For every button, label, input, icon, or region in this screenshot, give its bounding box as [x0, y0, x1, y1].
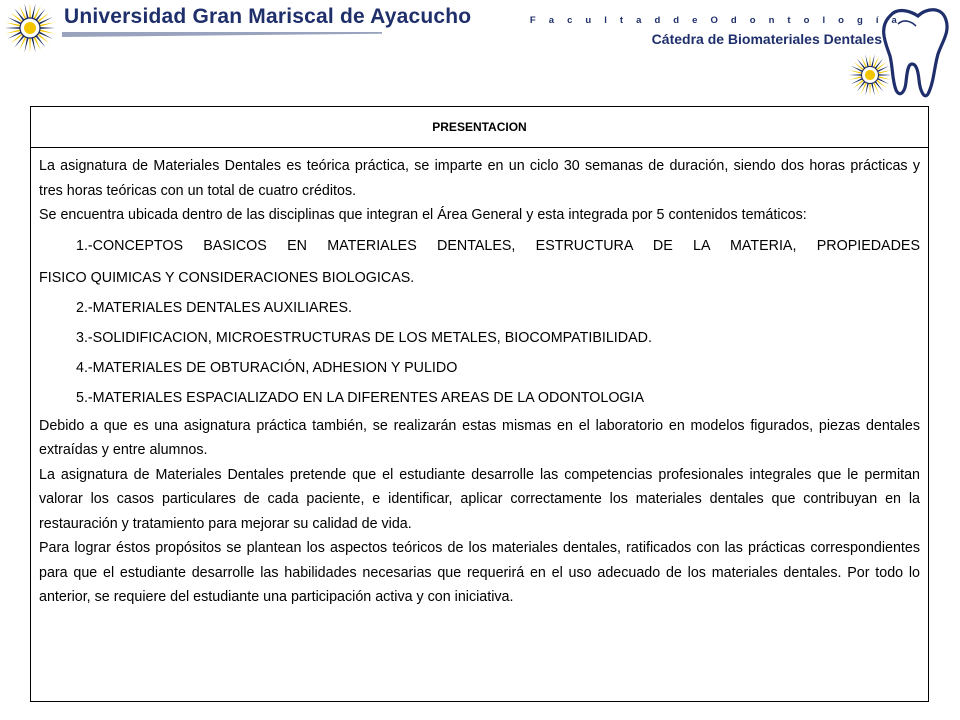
paragraph-purposes: Para lograr éstos propósitos se plantean los aspectos teóricos de los materiales dentales, ratificados con las prácticas correspondientes para que el estudiante desarrolle las habilidades necesarias que requerirá en el uso adecuado de los materiales dentales. Por todo lo anterior, se requiere del estudiante una participación activa y con iniciativa.	[39, 540, 920, 605]
content-item-2: 2.-MATERIALES DENTALES AUXILIARES.	[76, 299, 352, 316]
paragraph-competencies: La asignatura de Materiales Dentales pretende que el estudiante desarrolle las competencias profesionales integrales que le permitan valorar los casos particulares de cada paciente, e identificar, aplicar correctamente los materiales dentales que contribuyan en la restauración y tratamiento para mejorar su calidad de vida.	[39, 466, 920, 532]
paragraph-intro: La asignatura de Materiales Dentales es teórica práctica, se imparte en un ciclo 30 semanas de duración, siendo dos horas prácticas y tres horas teóricas con un total de cuatro créditos.	[39, 158, 920, 199]
content-item-3: 3.-SOLIDIFICACION, MICROESTRUCTURAS DE LOS METALES, BIOCOMPATIBILIDAD.	[76, 329, 652, 346]
paragraph-practice: Debido a que es una asignatura práctica también, se realizarán estas mismas en el laboratorio en modelos figurados, piezas dentales extraídas y entre alumnos.	[39, 417, 920, 458]
content-item-1: 1.-CONCEPTOS BASICOS EN MATERIALES DENTALES, ESTRUCTURA DE LA MATERIA, PROPIEDADES	[76, 237, 920, 254]
paragraph-location: Se encuentra ubicada dentro de las disciplinas que integran el Área General y esta integrada por 5 contenidos temáticos:	[39, 207, 807, 223]
table-heading: PRESENTACION	[31, 107, 928, 148]
content-item-4: 4.-MATERIALES DE OBTURACIÓN, ADHESION Y PULIDO	[76, 359, 458, 376]
university-name: Universidad Gran Mariscal de Ayacucho	[64, 5, 472, 28]
chair-name: Cátedra de Biomateriales Dentales	[651, 31, 882, 47]
content-item-1-continued: FISICO QUIMICAS Y CONSIDERACIONES BIOLOGICAS.	[39, 269, 415, 286]
sun-emblem-icon	[848, 53, 892, 97]
university-sun-logo-icon	[4, 2, 56, 54]
content-item-5: 5.-MATERIALES ESPACIALIZADO EN LA DIFERENTES AREAS DE LA ODONTOLOGIA	[76, 389, 645, 406]
header-divider	[62, 32, 382, 37]
presentation-table	[30, 106, 929, 702]
faculty-name: F a c u l t a d d e O d o n t o l o g í a	[529, 15, 902, 26]
presentation-body	[31, 148, 928, 610]
